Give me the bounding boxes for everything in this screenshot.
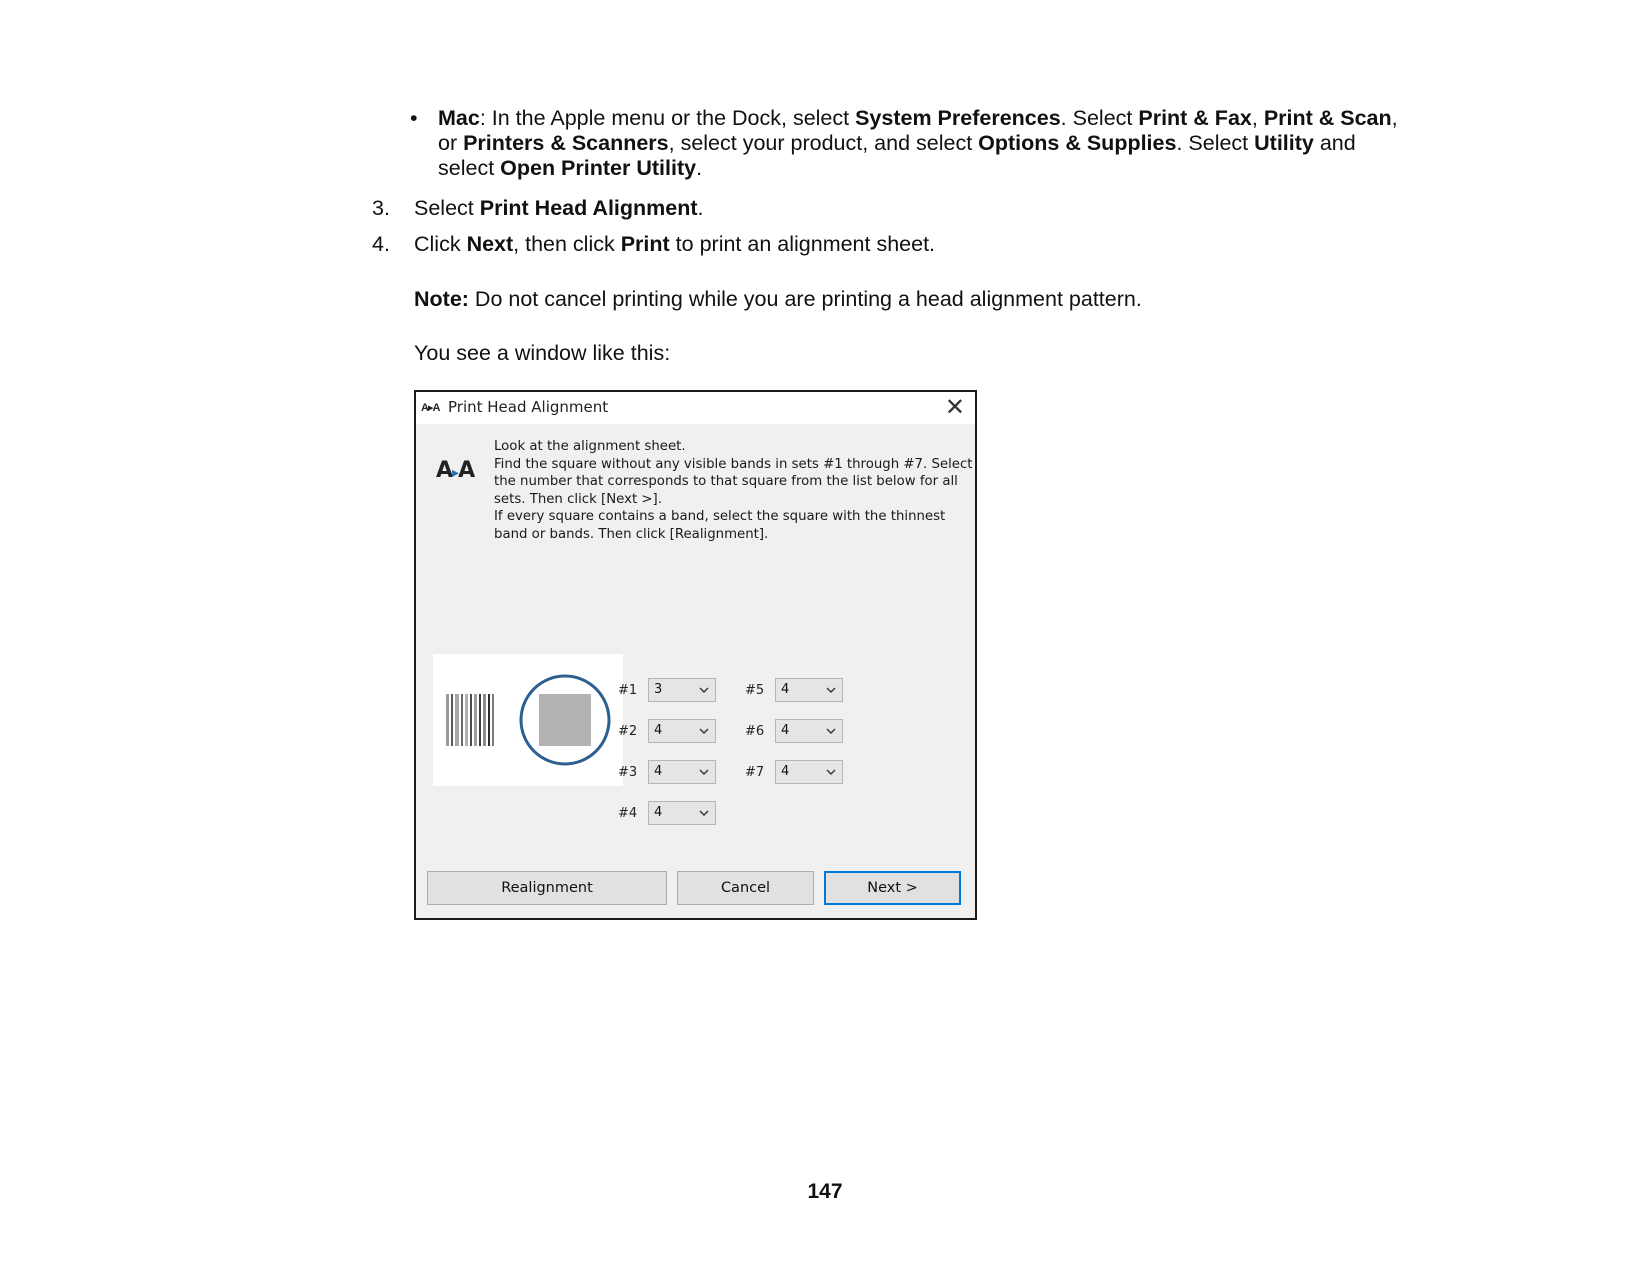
see-window-text: You see a window like this: <box>414 341 671 365</box>
selected-value: 4 <box>781 723 790 738</box>
set-1-dropdown[interactable] <box>648 678 716 702</box>
next-button[interactable]: Next > <box>824 871 961 905</box>
utility: Utility <box>1254 131 1314 155</box>
selected-value: 4 <box>654 764 663 779</box>
note-text: Do not cancel printing while you are printing a head alignment pattern. <box>468 287 1142 311</box>
app-icon: A▸A <box>421 402 440 414</box>
mac-instructions-bullet <box>412 106 1402 181</box>
alignment-icon: A▸A <box>436 458 475 483</box>
system-preferences: System Preferences <box>855 106 1061 130</box>
instructions <box>494 438 973 543</box>
set-7-dropdown[interactable] <box>775 760 843 784</box>
banded-pattern-icon <box>446 694 494 746</box>
step-number: 3. <box>372 196 390 220</box>
print-head-alignment: Print Head Alignment <box>479 196 698 220</box>
alignment-sample-illustration <box>433 654 623 786</box>
chevron-down-icon <box>699 726 709 736</box>
alignment-sample-image <box>433 654 623 786</box>
instruction-line: Find the square without any visible bands in sets #1 through #7. Select <box>494 456 973 472</box>
set-label: #6 <box>745 724 765 739</box>
set-label: #2 <box>618 724 638 739</box>
chevron-down-icon <box>826 685 836 695</box>
print-term: Print <box>620 232 670 256</box>
instruction-line: sets. Then click [Next >]. <box>494 491 662 507</box>
print-scan: Print & Scan <box>1263 106 1392 130</box>
selected-value: 4 <box>781 682 790 697</box>
selected-value: 4 <box>654 805 663 820</box>
instruction-line: Look at the alignment sheet. <box>494 439 686 454</box>
print-fax: Print & Fax <box>1138 106 1252 130</box>
set-4-dropdown[interactable] <box>648 801 716 825</box>
selected-value: 4 <box>781 764 790 779</box>
instruction-line: the number that corresponds to that square from the list below for all <box>494 474 958 489</box>
cancel-button[interactable]: Cancel <box>677 871 814 905</box>
chevron-down-icon <box>826 767 836 777</box>
chevron-down-icon <box>826 726 836 736</box>
set-label: #7 <box>745 765 765 780</box>
selected-value: 3 <box>654 682 663 697</box>
set-3-dropdown[interactable] <box>648 760 716 784</box>
chevron-down-icon <box>699 767 709 777</box>
selected-value: 4 <box>654 723 663 738</box>
set-2-dropdown[interactable] <box>648 719 716 743</box>
note-label: Note: <box>414 287 469 311</box>
step-3: 3. Select Print Head Alignment. <box>372 196 704 220</box>
set-6-dropdown[interactable] <box>775 719 843 743</box>
chevron-down-icon <box>699 685 709 695</box>
printers-scanners: Printers & Scanners <box>463 131 669 155</box>
set-label: #4 <box>618 806 638 821</box>
step-number: 4. <box>372 232 390 256</box>
bullet-text: Mac: In the Apple menu or the Dock, select System Preferences. Select Print & Fax, Print & Scan, or Printers & Scanners, select your product, and select Options & Supplies. Select Utility and select Open Printer Utility. <box>438 106 1398 180</box>
step-4: 4. Click Next, then click Print to print an alignment sheet. <box>372 232 936 256</box>
set-label: #5 <box>745 683 765 698</box>
close-icon[interactable]: ✕ <box>944 393 965 421</box>
options-supplies: Options & Supplies <box>978 131 1177 155</box>
note <box>414 287 1142 312</box>
dialog-title: Print Head Alignment <box>448 398 609 416</box>
mac-label: Mac <box>438 106 480 130</box>
instruction-line: band or bands. Then click [Realignment]. <box>494 526 769 542</box>
open-printer-utility: Open Printer Utility <box>500 156 697 180</box>
set-label: #3 <box>618 765 638 780</box>
bullet-dot: • <box>410 106 418 130</box>
solid-square-icon <box>539 694 591 746</box>
title-bar <box>416 392 975 424</box>
set-5-dropdown[interactable] <box>775 678 843 702</box>
print-head-alignment-dialog <box>414 390 977 920</box>
realignment-button[interactable]: Realignment <box>427 871 667 905</box>
set-label: #1 <box>618 683 638 698</box>
page-number: 147 <box>807 1180 843 1203</box>
chevron-down-icon <box>699 808 709 818</box>
next-term: Next <box>466 232 514 256</box>
instruction-line: If every square contains a band, select the square with the thinnest <box>494 509 946 524</box>
